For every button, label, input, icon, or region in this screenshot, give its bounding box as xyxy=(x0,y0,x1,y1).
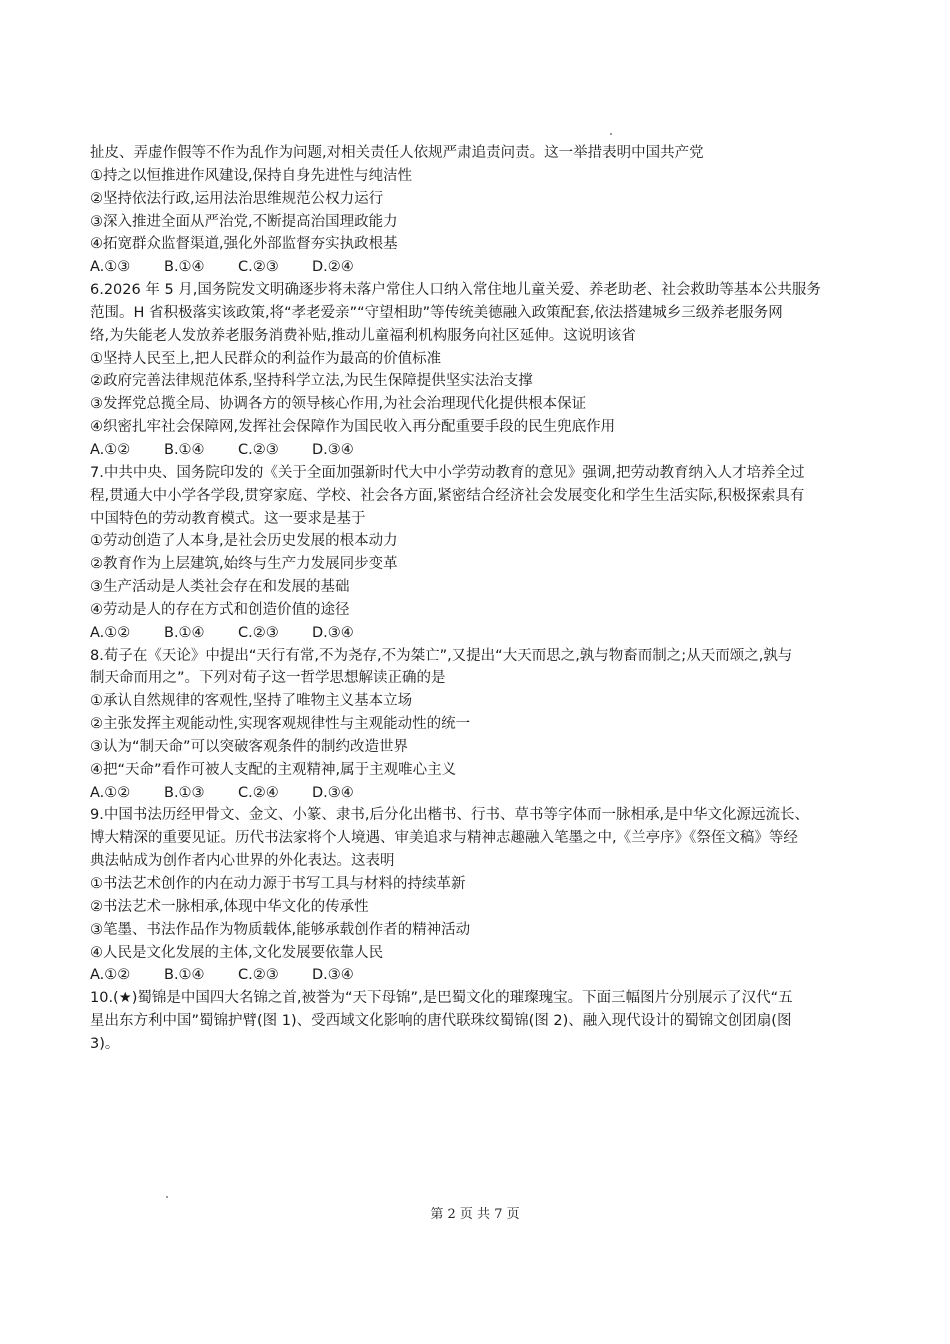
answer-choices xyxy=(90,964,862,987)
question-8 xyxy=(90,645,862,805)
question-stem-line: 10.(★)蜀锦是中国四大名锦之首,被誉为“天下母锦”,是巴蜀文化的璀璨瑰宝。下面三幅图片分别展示了汉代“五 xyxy=(90,990,793,1007)
answer-d[interactable]: D.②④ xyxy=(312,259,354,276)
option-2: ②主张发挥主观能动性,实现客观规律性与主观能动性的统一 xyxy=(90,716,471,733)
option-4: ④织密扎牢社会保障网,发挥社会保障作为国民收入再分配重要手段的民生兜底作用 xyxy=(90,419,616,436)
answer-b[interactable]: B.①④ xyxy=(164,967,205,984)
option-3: ③深入推进全面从严治党,不断提高治国理政能力 xyxy=(90,213,398,230)
answer-a[interactable]: A.①② xyxy=(90,967,131,984)
question-stem-line: 制天命而用之”。下列对荀子这一哲学思想解读正确的是 xyxy=(90,670,446,687)
answer-b[interactable]: B.①④ xyxy=(164,624,205,641)
option-2: ②教育作为上层建筑,始终与生产力发展同步变革 xyxy=(90,556,398,573)
question-stem-line: 6.2026 年 5 月,国务院发文明确逐步将未落户常住人口纳入常住地儿童关爱、养老助老、社会救助等基本公共服务 xyxy=(90,282,821,299)
question-stem: 扯皮、弄虚作假等不作为乱作为问题,对相关责任人依规严肃追责问责。这一举措表明中国共产党 xyxy=(90,145,704,161)
question-stem-line: 8.荀子在《天论》中提出“天行有常,不为尧存,不为桀亡”,又提出“大天而思之,孰与物畜而制之;从天而颂之,孰与 xyxy=(90,647,793,664)
answer-a[interactable]: A.①② xyxy=(90,624,131,641)
option-4: ④把“天命”看作可被人支配的主观精神,属于主观唯心主义 xyxy=(90,761,457,778)
question-5-tail xyxy=(90,142,862,279)
answer-c[interactable]: C.②③ xyxy=(238,967,279,984)
option-1: ①持之以恒推进作风建设,保持自身先进性与纯洁性 xyxy=(90,167,413,184)
option-1: ①承认自然规律的客观性,坚持了唯物主义基本立场 xyxy=(90,693,413,710)
answer-a[interactable]: A.①② xyxy=(90,441,131,458)
question-stem-line: 博大精深的重要见证。历代书法家将个人境遇、审美追求与精神志趣融入笔墨之中,《兰亭序》《祭侄文稿》等经 xyxy=(90,830,798,847)
option-4: ④人民是文化发展的主体,文化发展要依靠人民 xyxy=(90,944,384,961)
option-2: ②坚持依法行政,运用法治思维规范公权力运行 xyxy=(90,190,384,207)
answer-c[interactable]: C.②③ xyxy=(238,441,279,458)
question-7 xyxy=(90,462,862,645)
answer-d[interactable]: D.③④ xyxy=(312,784,354,801)
scan-speck xyxy=(610,133,612,135)
question-6 xyxy=(90,279,862,462)
page-content xyxy=(90,142,862,1056)
answer-b[interactable]: B.①④ xyxy=(164,259,205,276)
question-stem-line: 中国特色的劳动教育模式。这一要求是基于 xyxy=(90,510,366,527)
option-3: ③认为“制天命”可以突破客观条件的制约改造世界 xyxy=(90,738,409,755)
answer-c[interactable]: C.②④ xyxy=(238,784,279,801)
question-stem-line: 程,贯通大中小学各学段,贯穿家庭、学校、社会各方面,紧密结合经济社会发展变化和学生生活实际,积极探索具有 xyxy=(90,487,805,504)
scan-speck xyxy=(166,1196,168,1198)
question-stem-line: 星出东方利中国”蜀锦护臂(图 1)、受西域文化影响的唐代联珠纹蜀锦(图 2)、融入现代设计的蜀锦文创团扇(图 xyxy=(90,1013,792,1030)
answer-a[interactable]: A.①③ xyxy=(90,259,131,276)
answer-d[interactable]: D.③④ xyxy=(312,624,354,641)
answer-c[interactable]: C.②③ xyxy=(238,624,279,641)
answer-choices xyxy=(90,256,862,279)
option-1: ①坚持人民至上,把人民群众的利益作为最高的价值标准 xyxy=(90,350,442,367)
question-10 xyxy=(90,987,862,1056)
question-stem-line: 络,为失能老人发放养老服务消费补贴,推动儿童福利机构服务向社区延伸。这说明该省 xyxy=(90,327,636,344)
question-stem-line: 典法帖成为创作者内心世界的外化表达。这表明 xyxy=(90,853,395,870)
option-1: ①书法艺术创作的内在动力源于书写工具与材料的持续革新 xyxy=(90,876,466,892)
question-stem-line: 9.中国书法历经甲骨文、金文、小篆、隶书,后分化出楷书、行书、草书等字体而一脉相承,是中华文化源远流长、 xyxy=(90,807,810,824)
option-4: ④拓宽群众监督渠道,强化外部监督夯实执政根基 xyxy=(90,236,398,253)
question-stem-line: 7.中共中央、国务院印发的《关于全面加强新时代大中小学劳动教育的意见》强调,把劳动教育纳入人才培养全过 xyxy=(90,464,805,481)
answer-b[interactable]: B.①④ xyxy=(164,441,205,458)
answer-c[interactable]: C.②③ xyxy=(238,259,279,276)
option-3: ③发挥党总揽全局、协调各方的领导核心作用,为社会治理现代化提供根本保证 xyxy=(90,396,587,413)
question-9 xyxy=(90,804,862,987)
question-stem-line: 范围。H 省积极落实该政策,将“孝老爱亲”“守望相助”等传统美德融入政策配套,依法搭建城乡三级养老服务网 xyxy=(90,304,783,321)
answer-d[interactable]: D.③④ xyxy=(312,441,354,458)
answer-d[interactable]: D.③④ xyxy=(312,967,354,984)
option-4: ④劳动是人的存在方式和创造价值的途径 xyxy=(90,601,350,618)
answer-choices xyxy=(90,622,862,645)
answer-a[interactable]: A.①② xyxy=(90,784,131,801)
option-2: ②政府完善法律规范体系,坚持科学立法,为民生保障提供坚实法治支撑 xyxy=(90,373,533,390)
option-3: ③生产活动是人类社会存在和发展的基础 xyxy=(90,579,350,596)
option-1: ①劳动创造了人本身,是社会历史发展的根本动力 xyxy=(90,533,398,550)
question-stem-line: 3)。 xyxy=(90,1035,120,1052)
answer-choices xyxy=(90,782,862,805)
option-3: ③笔墨、书法作品作为物质载体,能够承载创作者的精神活动 xyxy=(90,921,471,938)
page-footer: 第 2 页 共 7 页 xyxy=(430,1207,520,1222)
answer-b[interactable]: B.①③ xyxy=(164,784,205,801)
answer-choices xyxy=(90,439,862,462)
option-2: ②书法艺术一脉相承,体现中华文化的传承性 xyxy=(90,898,369,915)
